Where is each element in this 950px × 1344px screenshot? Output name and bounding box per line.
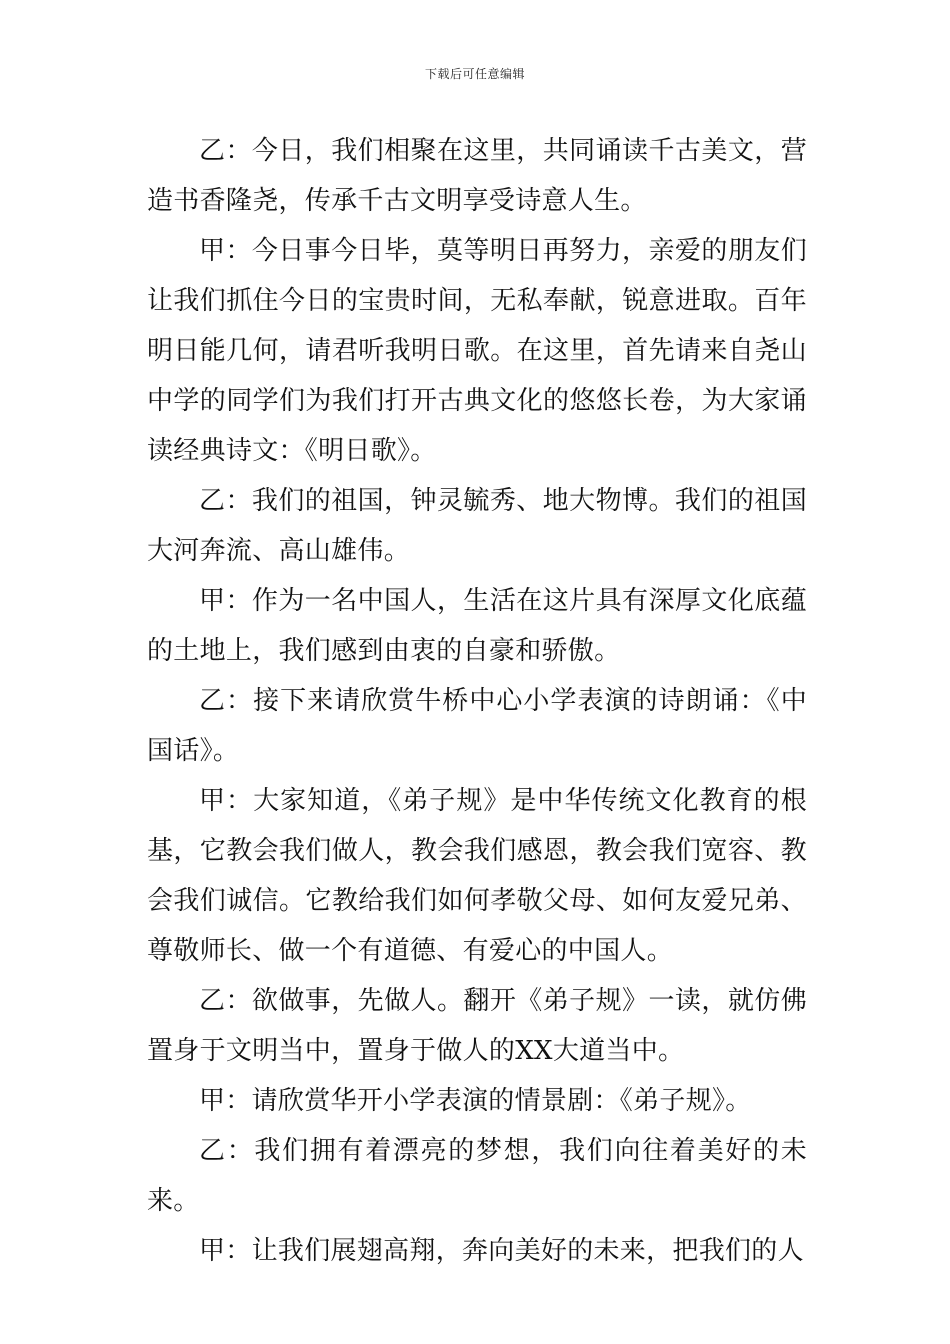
paragraph: 乙：我们拥有着漂亮的梦想，我们向往着美好的未来。 bbox=[147, 1136, 807, 1216]
paragraph: 乙：欲做事，先做人。翻开《弟子规》一读，就仿佛置身于文明当中，置身于做人的XX大道当中。 bbox=[147, 986, 807, 1066]
paragraph: 甲：今日事今日毕，莫等明日再努力，亲爱的朋友们让我们抓住今日的宝贵时间，无私奉献，锐意进取。百年明日能几何，请君听我明日歌。在这里，首先请来自尧山中学的同学们为我们打开古典文化的悠悠长卷，为大家诵读经典诗文：《明日歌》。 bbox=[147, 236, 807, 466]
document-body bbox=[147, 126, 807, 1276]
paragraph: 乙：我们的祖国，钟灵毓秀、地大物博。我们的祖国大河奔流、高山雄伟。 bbox=[147, 486, 807, 566]
page-header: 下载后可任意编辑 bbox=[424, 67, 525, 81]
paragraph: 甲：让我们展翅高翔，奔向美好的未来，把我们的人 bbox=[199, 1236, 804, 1266]
paragraph: 甲：作为一名中国人，生活在这片具有深厚文化底蕴的土地上，我们感到由衷的自豪和骄傲。 bbox=[147, 586, 807, 666]
paragraph: 乙：接下来请欣赏牛桥中心小学表演的诗朗诵：《中国话》。 bbox=[147, 686, 807, 766]
paragraph: 乙：今日，我们相聚在这里，共同诵读千古美文，营造书香隆尧，传承千古文明享受诗意人生。 bbox=[147, 136, 807, 216]
paragraph: 甲：大家知道，《弟子规》是中华传统文化教育的根基，它教会我们做人，教会我们感恩，教会我们宽容、教会我们诚信。它教给我们如何孝敬父母、如何友爱兄弟、尊敬师长、做一个有道德、有爱心的中国人。 bbox=[147, 786, 807, 966]
paragraph: 甲：请欣赏华开小学表演的情景剧：《弟子规》。 bbox=[199, 1086, 752, 1116]
